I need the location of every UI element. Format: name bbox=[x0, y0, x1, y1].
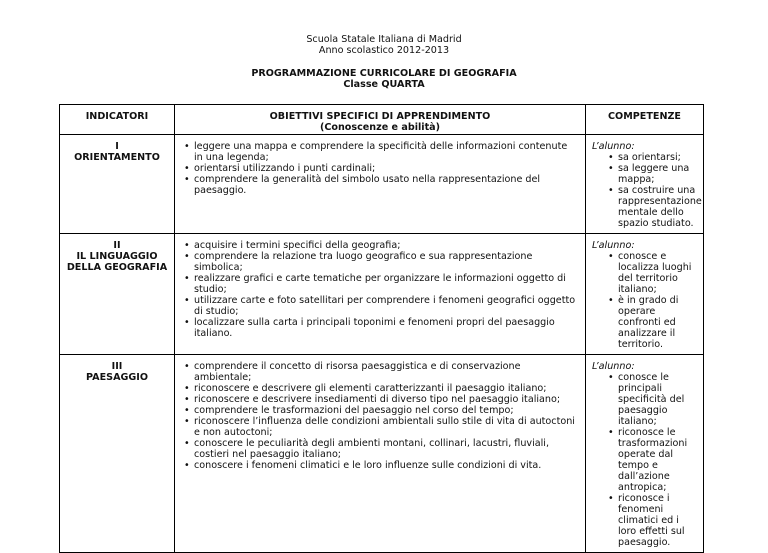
list-item: • comprendere la generalità del simbolo usato nella rappresentazione del paesaggio. bbox=[182, 174, 579, 196]
list-item: • conoscere le peculiarità degli ambienti montani, collinari, lacustri, fluviali, costieri nel paesaggio italiano; bbox=[182, 438, 579, 460]
list-item: • conosce e localizza luoghi del territorio italiano; bbox=[592, 251, 699, 295]
competences-cell bbox=[586, 234, 704, 355]
competences-cell bbox=[586, 135, 704, 234]
indicator-number: I bbox=[115, 141, 119, 152]
indicator-cell bbox=[60, 234, 175, 355]
header-obiettivi bbox=[175, 105, 586, 135]
header-indicatori-label: INDICATORI bbox=[85, 111, 149, 122]
competences-cell bbox=[586, 355, 704, 553]
indicator-name: ORIENTAMENTO bbox=[74, 152, 160, 163]
indicator-name: IL LINGUAGGIO DELLA GEOGRAFIA bbox=[66, 251, 168, 273]
school-name: Scuola Statale Italiana di Madrid bbox=[306, 34, 462, 45]
objectives-cell bbox=[175, 355, 586, 553]
header-indicatori bbox=[60, 105, 175, 135]
list-item: • riconoscere e descrivere insediamenti di diverso tipo nel paesaggio italiano; bbox=[182, 394, 579, 405]
header-obiettivi-label: OBIETTIVI SPECIFICI DI APPRENDIMENTO bbox=[269, 111, 491, 122]
indicator-number: III bbox=[111, 361, 123, 372]
list-item: • riconosce i fenomeni climatici ed i loro effetti sul paesaggio. bbox=[592, 493, 699, 548]
objectives-cell bbox=[175, 135, 586, 234]
table-header-row bbox=[60, 105, 704, 135]
list-item: • orientarsi utilizzando i punti cardinali; bbox=[182, 163, 579, 174]
list-item: • leggere una mappa e comprendere la specificità delle informazioni contenute in una legenda; bbox=[182, 141, 579, 163]
indicator-name: PAESAGGIO bbox=[86, 372, 148, 383]
curriculum-table bbox=[59, 104, 704, 553]
list-item: • sa orientarsi; bbox=[592, 152, 699, 163]
list-item: • localizzare sulla carta i principali toponimi e fenomeni propri del paesaggio italiano. bbox=[182, 317, 579, 339]
objectives-cell bbox=[175, 234, 586, 355]
class-label: Classe QUARTA bbox=[343, 79, 425, 90]
list-item: • conosce le principali specificità del paesaggio italiano; bbox=[592, 372, 699, 427]
list-item: • riconosce le trasformazioni operate dal tempo e dall’azione antropica; bbox=[592, 427, 699, 493]
school-year: Anno scolastico 2012-2013 bbox=[318, 45, 450, 56]
list-item: • riconoscere e descrivere gli elementi caratterizzanti il paesaggio italiano; bbox=[182, 383, 579, 394]
document-title: PROGRAMMAZIONE CURRICOLARE DI GEOGRAFIA bbox=[251, 68, 517, 79]
list-item: • è in grado di operare confronti ed analizzare il territorio. bbox=[592, 295, 699, 350]
table-row bbox=[60, 355, 704, 553]
table-row bbox=[60, 234, 704, 355]
header-obiettivi-sublabel: (Conoscenze e abilità) bbox=[319, 122, 441, 133]
competences-intro: L’alunno: bbox=[592, 141, 635, 152]
list-item: • riconoscere l’influenza delle condizioni ambientali sullo stile di vita di autoctoni e non autoctoni; bbox=[182, 416, 579, 438]
competences-intro: L’alunno: bbox=[592, 240, 635, 251]
list-item: • comprendere la relazione tra luogo geografico e sua rappresentazione simbolica; bbox=[182, 251, 579, 273]
list-item: • realizzare grafici e carte tematiche per organizzare le informazioni oggetto di studio; bbox=[182, 273, 579, 295]
list-item: • sa leggere una mappa; bbox=[592, 163, 699, 185]
table-row bbox=[60, 135, 704, 234]
indicator-cell bbox=[60, 355, 175, 553]
list-item: • acquisire i termini specifici della geografia; bbox=[182, 240, 579, 251]
competences-intro: L’alunno: bbox=[592, 361, 635, 372]
list-item: • conoscere i fenomeni climatici e le loro influenze sulle condizioni di vita. bbox=[182, 460, 579, 471]
list-item: • sa costruire una rappresentazione mentale dello spazio studiato. bbox=[592, 185, 699, 229]
indicator-cell bbox=[60, 135, 175, 234]
header-competenze bbox=[586, 105, 704, 135]
indicator-number: II bbox=[113, 240, 121, 251]
list-item: • comprendere il concetto di risorsa paesaggistica e di conservazione ambientale; bbox=[182, 361, 579, 383]
header-competenze-label: COMPETENZE bbox=[608, 111, 681, 122]
list-item: • comprendere le trasformazioni del paesaggio nel corso del tempo; bbox=[182, 405, 579, 416]
list-item: • utilizzare carte e foto satellitari per comprendere i fenomeni geografici oggetto di studio; bbox=[182, 295, 579, 317]
